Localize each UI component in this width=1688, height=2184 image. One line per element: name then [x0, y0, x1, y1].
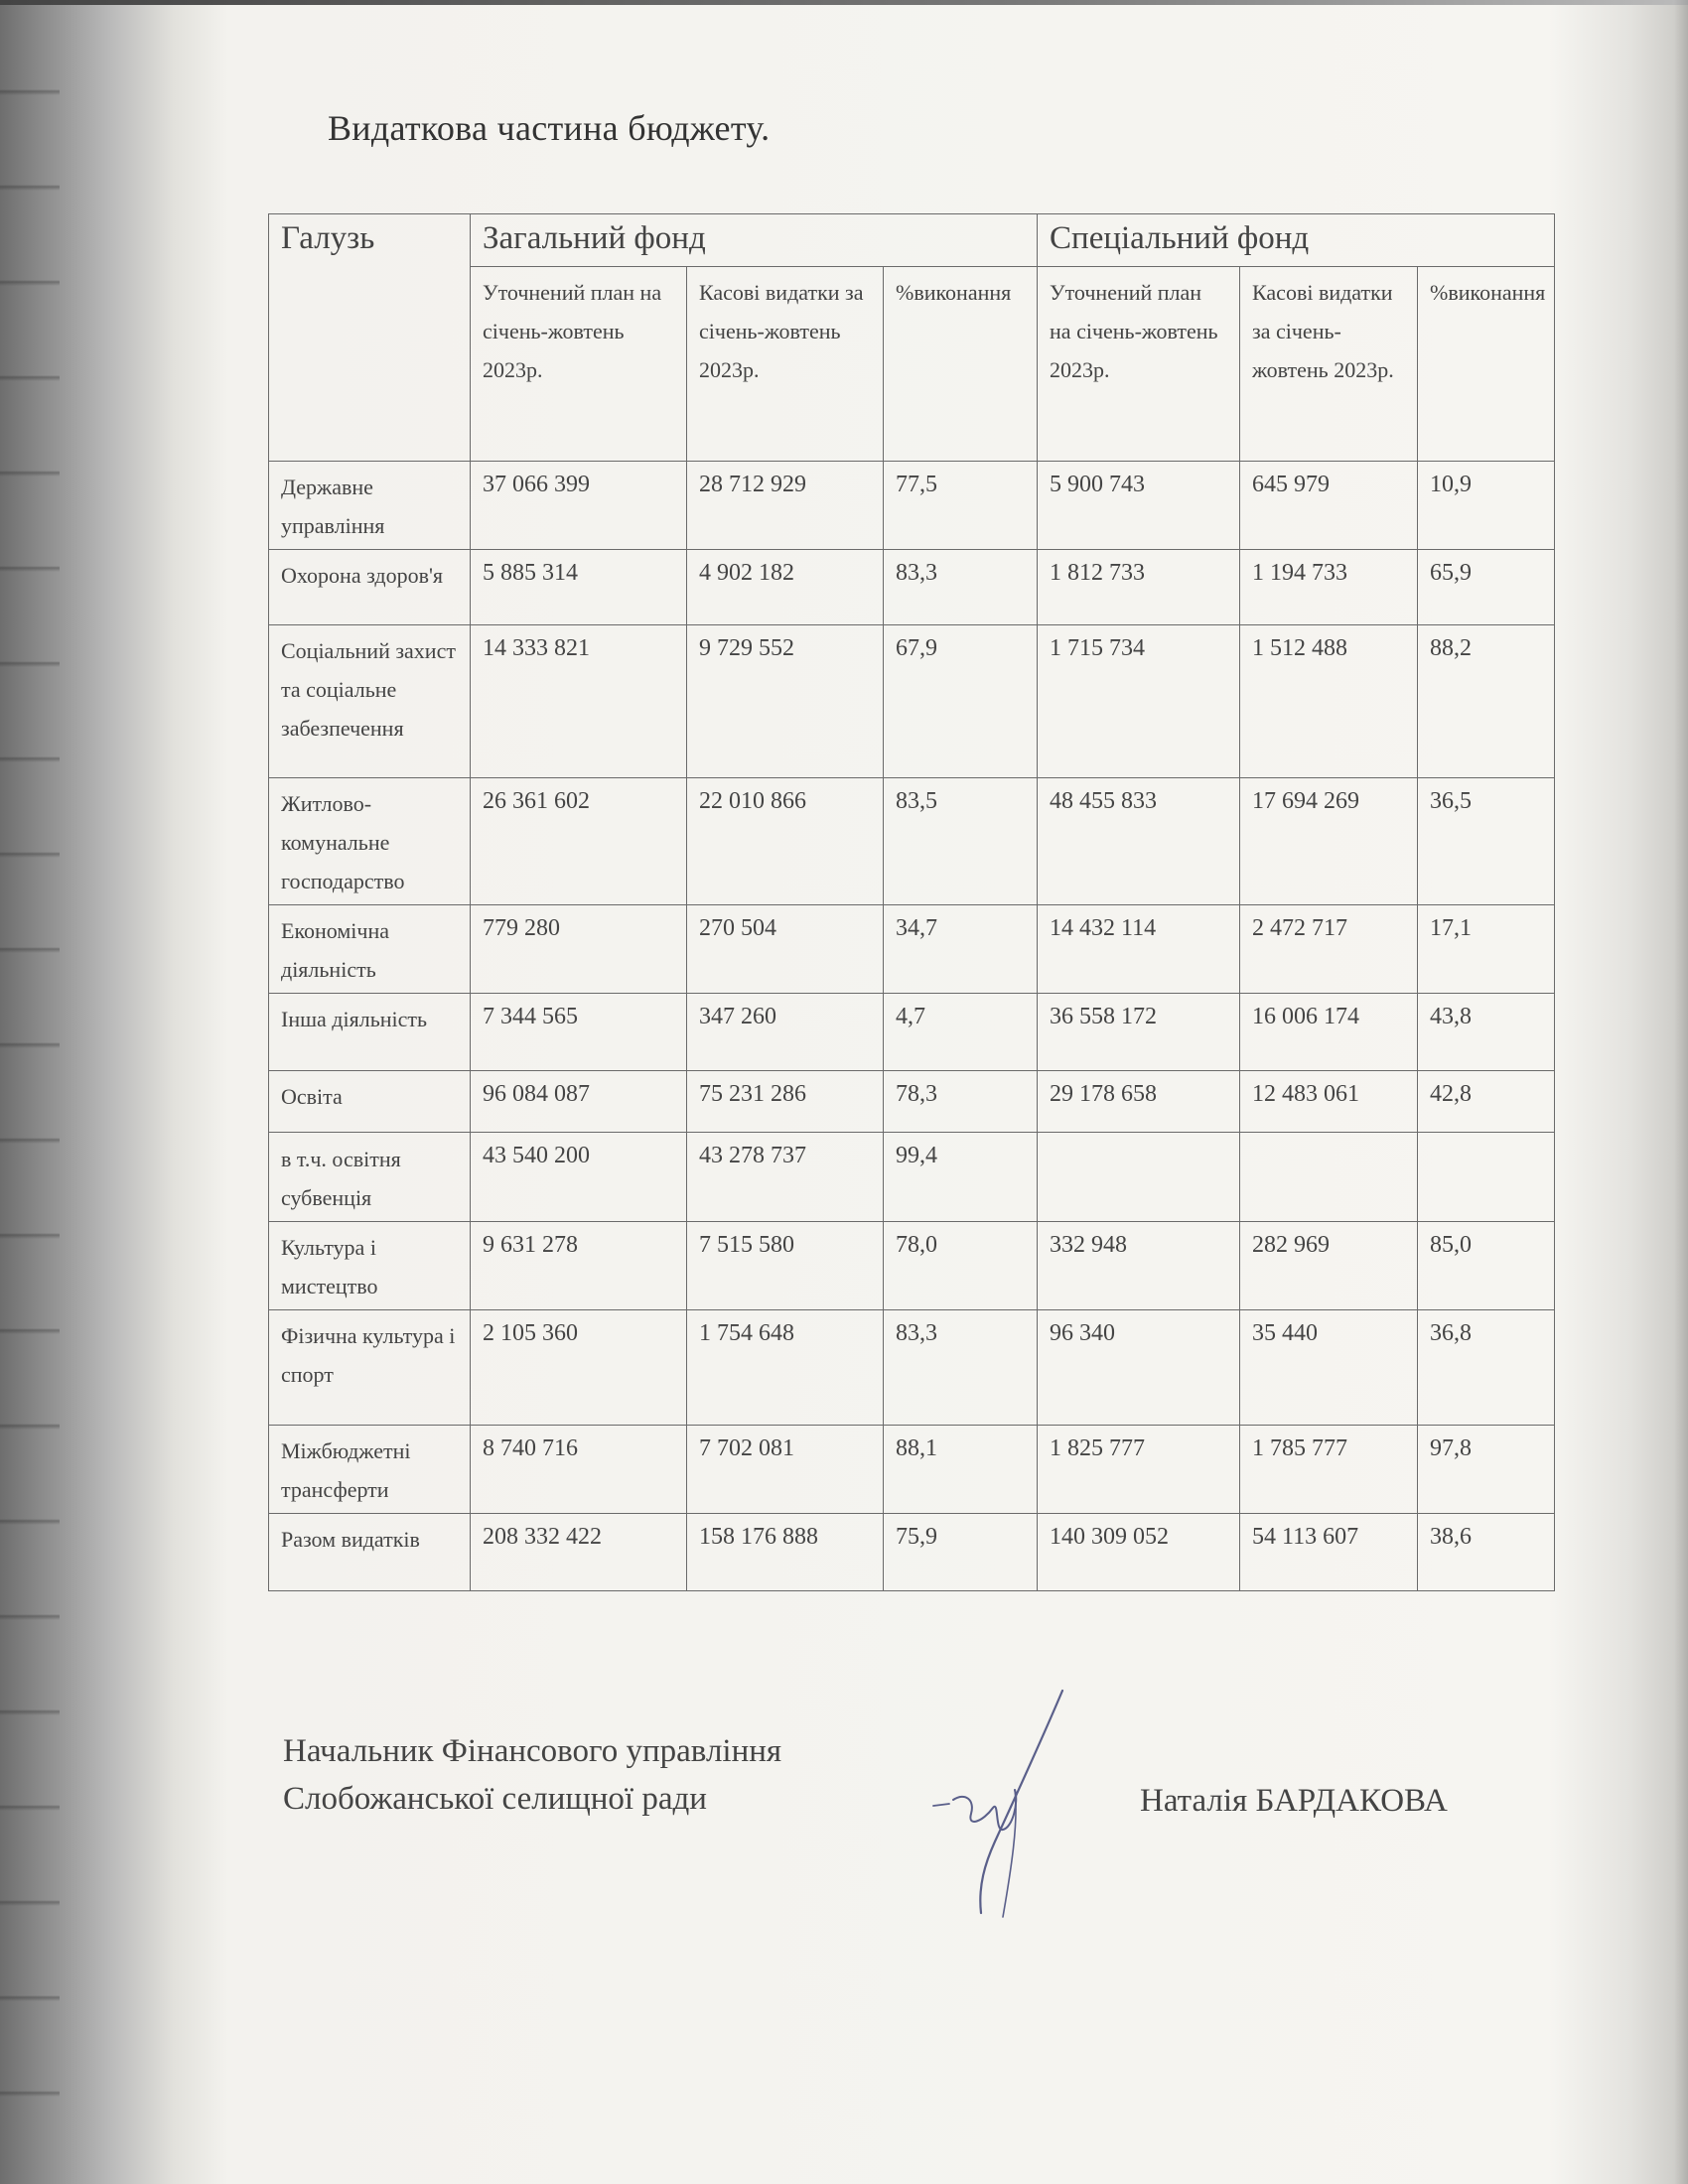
value-cell: 347 260	[687, 994, 884, 1071]
value-cell: 28 712 929	[687, 462, 884, 550]
value-cell: 83,5	[884, 778, 1038, 905]
value-cell: 96 340	[1038, 1310, 1240, 1426]
signature-position-line2: Слобожанської селищної ради	[283, 1781, 707, 1817]
value-cell: 83,3	[884, 1310, 1038, 1426]
signature-position-line1: Начальник Фінансового управління	[283, 1733, 782, 1769]
value-cell: 208 332 422	[471, 1514, 687, 1591]
value-cell: 88,1	[884, 1426, 1038, 1514]
value-cell	[1240, 1133, 1418, 1222]
value-cell: 48 455 833	[1038, 778, 1240, 905]
special-fund-header: Спеціальний фонд	[1038, 214, 1555, 267]
signature-position	[283, 1727, 781, 1823]
table-row	[269, 625, 1555, 778]
value-cell: 7 515 580	[687, 1222, 884, 1310]
value-cell: 78,3	[884, 1071, 1038, 1133]
sector-cell: Разом видатків	[269, 1514, 471, 1591]
general-percent-header: %виконання	[884, 267, 1038, 462]
value-cell: 65,9	[1418, 550, 1555, 625]
value-cell: 38,6	[1418, 1514, 1555, 1591]
value-cell: 5 885 314	[471, 550, 687, 625]
value-cell: 37 066 399	[471, 462, 687, 550]
value-cell: 78,0	[884, 1222, 1038, 1310]
value-cell: 36,5	[1418, 778, 1555, 905]
table-row	[269, 1222, 1555, 1310]
value-cell: 99,4	[884, 1133, 1038, 1222]
budget-table-body	[269, 462, 1555, 1591]
value-cell: 1 715 734	[1038, 625, 1240, 778]
value-cell: 9 631 278	[471, 1222, 687, 1310]
table-row	[269, 1310, 1555, 1426]
value-cell: 140 309 052	[1038, 1514, 1240, 1591]
value-cell: 7 702 081	[687, 1426, 884, 1514]
table-row	[269, 778, 1555, 905]
value-cell: 36,8	[1418, 1310, 1555, 1426]
table-row	[269, 1071, 1555, 1133]
budget-expenditure-table	[268, 213, 1555, 1591]
sector-cell: Соціальний захист та соціальне забезпечення	[269, 625, 471, 778]
scan-margin-shadow	[0, 0, 60, 2184]
value-cell: 42,8	[1418, 1071, 1555, 1133]
page-top-edge	[0, 0, 1688, 5]
value-cell: 1 825 777	[1038, 1426, 1240, 1514]
table-row	[269, 994, 1555, 1071]
sector-cell: Охорона здоров'я	[269, 550, 471, 625]
value-cell: 14 333 821	[471, 625, 687, 778]
value-cell: 5 900 743	[1038, 462, 1240, 550]
value-cell: 14 432 114	[1038, 905, 1240, 994]
value-cell: 1 754 648	[687, 1310, 884, 1426]
value-cell: 43 278 737	[687, 1133, 884, 1222]
value-cell: 779 280	[471, 905, 687, 994]
table-row	[269, 905, 1555, 994]
value-cell: 10,9	[1418, 462, 1555, 550]
special-plan-header: Уточнений план на січень-жовтень 2023р.	[1038, 267, 1240, 462]
sector-cell: Міжбюджетні трансферти	[269, 1426, 471, 1514]
value-cell: 8 740 716	[471, 1426, 687, 1514]
value-cell: 35 440	[1240, 1310, 1418, 1426]
value-cell	[1038, 1133, 1240, 1222]
sector-cell: Економічна діяльність	[269, 905, 471, 994]
value-cell: 75 231 286	[687, 1071, 884, 1133]
value-cell: 22 010 866	[687, 778, 884, 905]
value-cell: 85,0	[1418, 1222, 1555, 1310]
value-cell: 43,8	[1418, 994, 1555, 1071]
value-cell: 54 113 607	[1240, 1514, 1418, 1591]
page-title: Видаткова частина бюджету.	[328, 108, 771, 148]
value-cell: 12 483 061	[1240, 1071, 1418, 1133]
sector-cell: Інша діяльність	[269, 994, 471, 1071]
value-cell: 1 785 777	[1240, 1426, 1418, 1514]
table-row	[269, 1514, 1555, 1591]
value-cell: 645 979	[1240, 462, 1418, 550]
value-cell: 1 512 488	[1240, 625, 1418, 778]
value-cell: 34,7	[884, 905, 1038, 994]
value-cell: 16 006 174	[1240, 994, 1418, 1071]
general-cash-header: Касові видатки за січень-жовтень 2023р.	[687, 267, 884, 462]
value-cell: 43 540 200	[471, 1133, 687, 1222]
value-cell: 75,9	[884, 1514, 1038, 1591]
value-cell: 2 105 360	[471, 1310, 687, 1426]
value-cell: 282 969	[1240, 1222, 1418, 1310]
value-cell: 17,1	[1418, 905, 1555, 994]
general-plan-header: Уточнений план на січень-жовтень 2023р.	[471, 267, 687, 462]
table-row	[269, 1426, 1555, 1514]
value-cell: 2 472 717	[1240, 905, 1418, 994]
table-row	[269, 1133, 1555, 1222]
special-percent-header: %виконання	[1418, 267, 1555, 462]
sector-cell: в т.ч. освітня субвенція	[269, 1133, 471, 1222]
value-cell: 29 178 658	[1038, 1071, 1240, 1133]
sector-column-header: Галузь	[269, 214, 471, 462]
value-cell: 77,5	[884, 462, 1038, 550]
value-cell: 9 729 552	[687, 625, 884, 778]
special-cash-header: Касові видатки за січень-жовтень 2023р.	[1240, 267, 1418, 462]
table-row	[269, 462, 1555, 550]
value-cell: 17 694 269	[1240, 778, 1418, 905]
sector-cell: Освіта	[269, 1071, 471, 1133]
signer-name: Наталія БАРДАКОВА	[1140, 1783, 1448, 1819]
value-cell: 67,9	[884, 625, 1038, 778]
value-cell: 36 558 172	[1038, 994, 1240, 1071]
value-cell: 332 948	[1038, 1222, 1240, 1310]
value-cell: 4,7	[884, 994, 1038, 1071]
value-cell	[1418, 1133, 1555, 1222]
sector-cell: Культура і мистецтво	[269, 1222, 471, 1310]
general-fund-header: Загальний фонд	[471, 214, 1038, 267]
handwritten-signature	[923, 1683, 1092, 1921]
value-cell: 26 361 602	[471, 778, 687, 905]
value-cell: 96 084 087	[471, 1071, 687, 1133]
value-cell: 1 812 733	[1038, 550, 1240, 625]
sector-cell: Державне управління	[269, 462, 471, 550]
value-cell: 1 194 733	[1240, 550, 1418, 625]
sector-cell: Фізична культура і спорт	[269, 1310, 471, 1426]
scan-right-shadow	[1674, 0, 1688, 2184]
table-row	[269, 550, 1555, 625]
sector-cell: Житлово-комунальне господарство	[269, 778, 471, 905]
value-cell: 97,8	[1418, 1426, 1555, 1514]
value-cell: 88,2	[1418, 625, 1555, 778]
value-cell: 158 176 888	[687, 1514, 884, 1591]
value-cell: 83,3	[884, 550, 1038, 625]
value-cell: 7 344 565	[471, 994, 687, 1071]
value-cell: 4 902 182	[687, 550, 884, 625]
value-cell: 270 504	[687, 905, 884, 994]
